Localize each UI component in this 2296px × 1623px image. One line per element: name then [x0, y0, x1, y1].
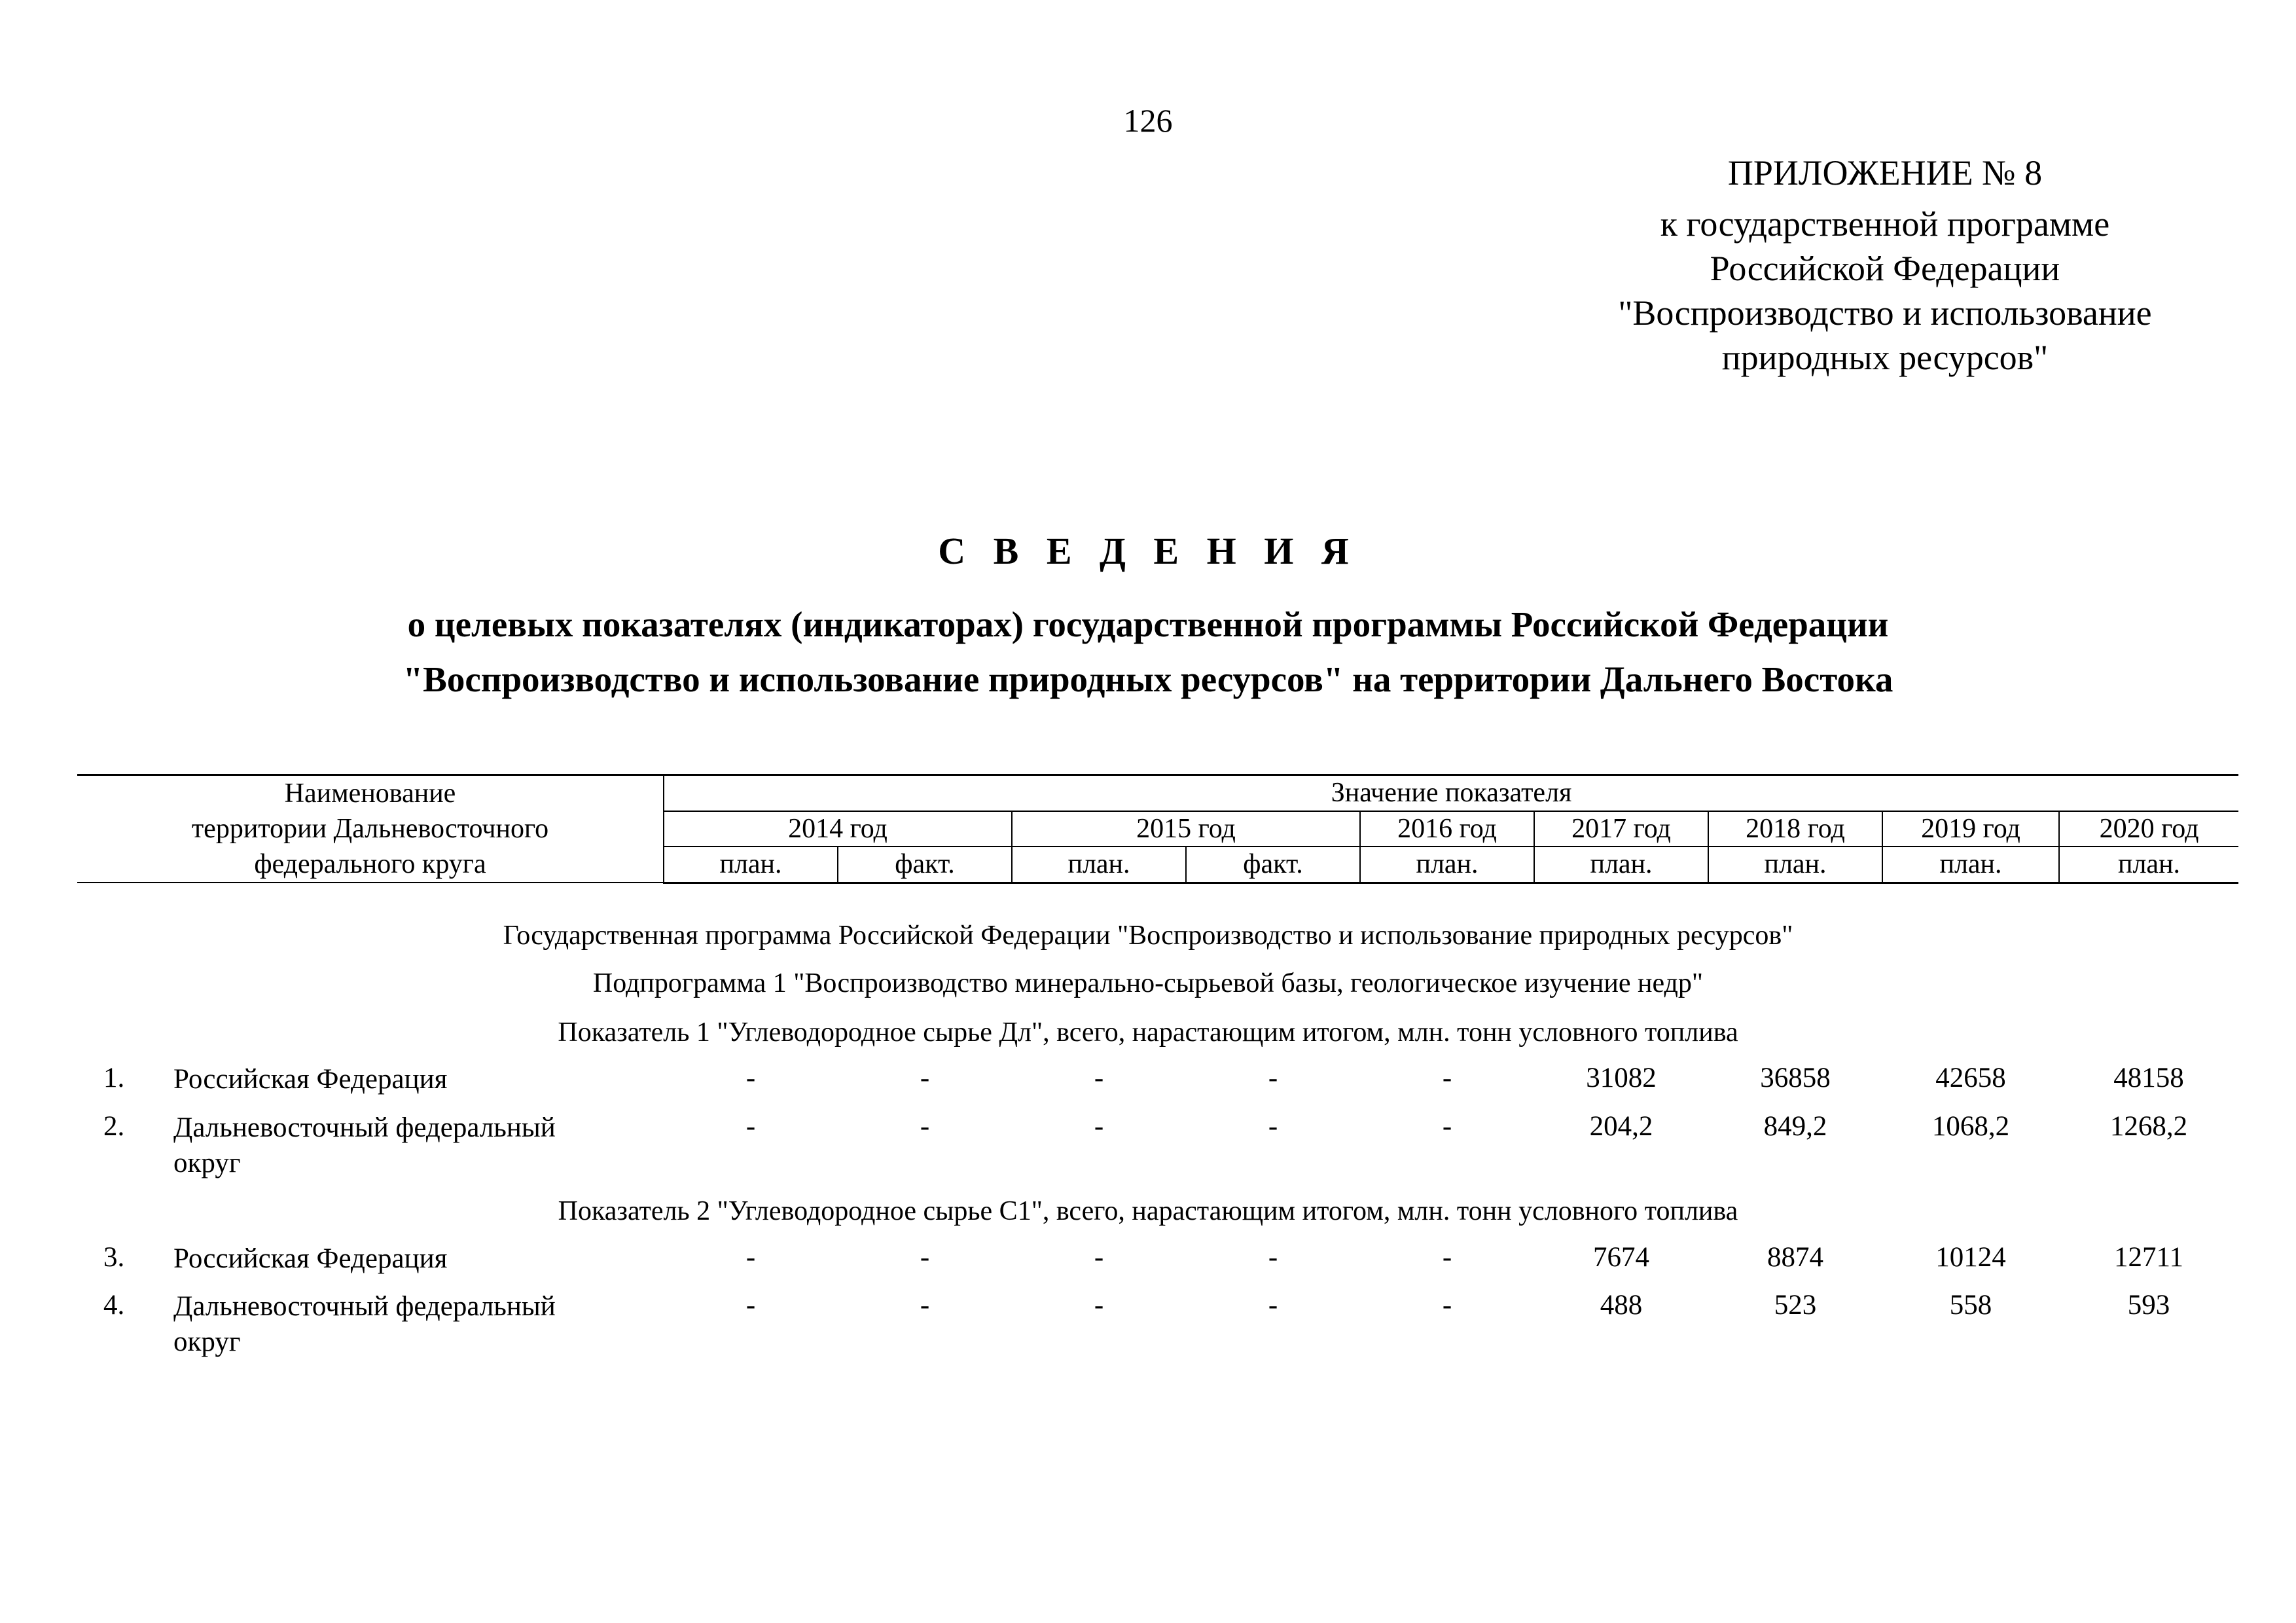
subheader-cell: факт. [838, 847, 1012, 883]
annex-block [1545, 151, 2225, 380]
row-number: 3. [103, 1242, 125, 1273]
indicator-title: Показатель 2 "Углеводородное сырье С1", всего, нарастающим итогом, млн. тонн условного топлива [558, 1196, 1738, 1226]
value-header: Значение показателя [664, 775, 2238, 811]
year-header: 2019 год [1882, 811, 2059, 847]
row-value: 204,2 [1589, 1111, 1653, 1142]
row-value: 7674 [1593, 1242, 1649, 1273]
name-header-line: Наименование [284, 778, 456, 809]
year-header: 2020 год [2059, 811, 2238, 847]
row-value: - [1094, 1063, 1104, 1093]
subheader-cell: план. [1360, 847, 1534, 883]
subtitle-line: "Воспроизводство и использование природных ресурсов" на территории Дальнего Востока [403, 659, 1893, 699]
row-value: 523 [1774, 1290, 1817, 1321]
row-value: - [920, 1111, 930, 1142]
row-value: - [920, 1290, 930, 1321]
row-value: - [1094, 1242, 1104, 1273]
row-name-line: Дальневосточный федеральный [173, 1291, 556, 1322]
name-header-line: федерального круга [254, 849, 486, 879]
row-value: 1268,2 [2109, 1111, 2188, 1142]
row-value: - [745, 1290, 756, 1321]
row-value: - [1442, 1063, 1452, 1093]
row-value: 10124 [1935, 1242, 2006, 1273]
row-value: - [745, 1242, 756, 1273]
row-number: 2. [103, 1111, 125, 1142]
row-territory-name [173, 1062, 632, 1097]
row-value: - [1442, 1111, 1452, 1142]
row-value: - [920, 1242, 930, 1273]
name-column-header [77, 775, 664, 883]
row-value: - [745, 1111, 756, 1142]
row-value: - [1268, 1111, 1278, 1142]
row-value: - [1442, 1290, 1452, 1321]
row-value: - [920, 1063, 930, 1093]
row-number: 4. [103, 1290, 125, 1321]
subtitle-line: о целевых показателях (индикаторах) государственной программы Российской Федерации [407, 604, 1889, 644]
row-value: 593 [2127, 1290, 2170, 1321]
row-territory-name [173, 1289, 632, 1360]
subheader-cell: план. [1882, 847, 2059, 883]
row-value: - [745, 1063, 756, 1093]
row-name-line: Российская Федерация [173, 1064, 448, 1095]
row-value: 558 [1949, 1290, 1992, 1321]
document-title: С В Е Д Е Н И Я [938, 530, 1358, 572]
row-territory-name [173, 1241, 632, 1277]
indicator-title: Показатель 1 "Углеводородное сырье Дл", всего, нарастающим итогом, млн. тонн условного топлива [558, 1017, 1738, 1048]
row-value: 42658 [1935, 1063, 2006, 1093]
year-header: 2016 год [1360, 811, 1534, 847]
row-number: 1. [103, 1063, 125, 1093]
subheader-cell: план. [2059, 847, 2238, 883]
subprogram-title: Подпрограмма 1 "Воспроизводство минерально-сырьевой базы, геологическое изучение недр" [592, 968, 1704, 998]
row-value: - [1268, 1063, 1278, 1093]
row-value: 36858 [1760, 1063, 1831, 1093]
subheader-cell: план. [664, 847, 838, 883]
year-header: 2017 год [1534, 811, 1708, 847]
year-header: 2015 год [1012, 811, 1360, 847]
row-value: 849,2 [1763, 1111, 1827, 1142]
subheader-cell: план. [1012, 847, 1186, 883]
subheader-cell: план. [1534, 847, 1708, 883]
annex-label: ПРИЛОЖЕНИЕ № 8 [1727, 153, 2043, 192]
row-name-line: Дальневосточный федеральный [173, 1112, 556, 1143]
row-value: 1068,2 [1931, 1111, 2010, 1142]
row-value: - [1268, 1242, 1278, 1273]
row-value: 12711 [2114, 1242, 2183, 1273]
annex-line: "Воспроизводство и использование [1618, 293, 2152, 333]
table-row [0, 1289, 2296, 1361]
row-value: 48158 [2113, 1063, 2184, 1093]
row-name-line: округ [173, 1326, 241, 1357]
row-name-line: округ [173, 1148, 241, 1178]
subheader-cell: факт. [1186, 847, 1360, 883]
table-header [77, 774, 2238, 884]
name-header-line: территории Дальневосточного [191, 814, 549, 844]
row-value: - [1442, 1242, 1452, 1273]
row-value: - [1094, 1111, 1104, 1142]
year-header: 2014 год [664, 811, 1012, 847]
row-value: 488 [1600, 1290, 1643, 1321]
row-name-line: Российская Федерация [173, 1243, 448, 1274]
annex-line: природных ресурсов" [1721, 338, 2049, 377]
year-header: 2018 год [1708, 811, 1882, 847]
document-subtitle [0, 597, 2296, 707]
table-row [0, 1110, 2296, 1182]
row-territory-name [173, 1110, 632, 1181]
row-value: 31082 [1586, 1063, 1657, 1093]
page-number: 126 [1123, 102, 1173, 139]
program-title: Государственная программа Российской Федерации "Воспроизводство и использование природных ресурсов" [503, 921, 1793, 951]
subheader-cell: план. [1708, 847, 1882, 883]
row-value: - [1268, 1290, 1278, 1321]
row-value: - [1094, 1290, 1104, 1321]
annex-line: Российской Федерации [1710, 249, 2060, 288]
row-value: 8874 [1767, 1242, 1823, 1273]
annex-line: к государственной программе [1660, 204, 2110, 244]
